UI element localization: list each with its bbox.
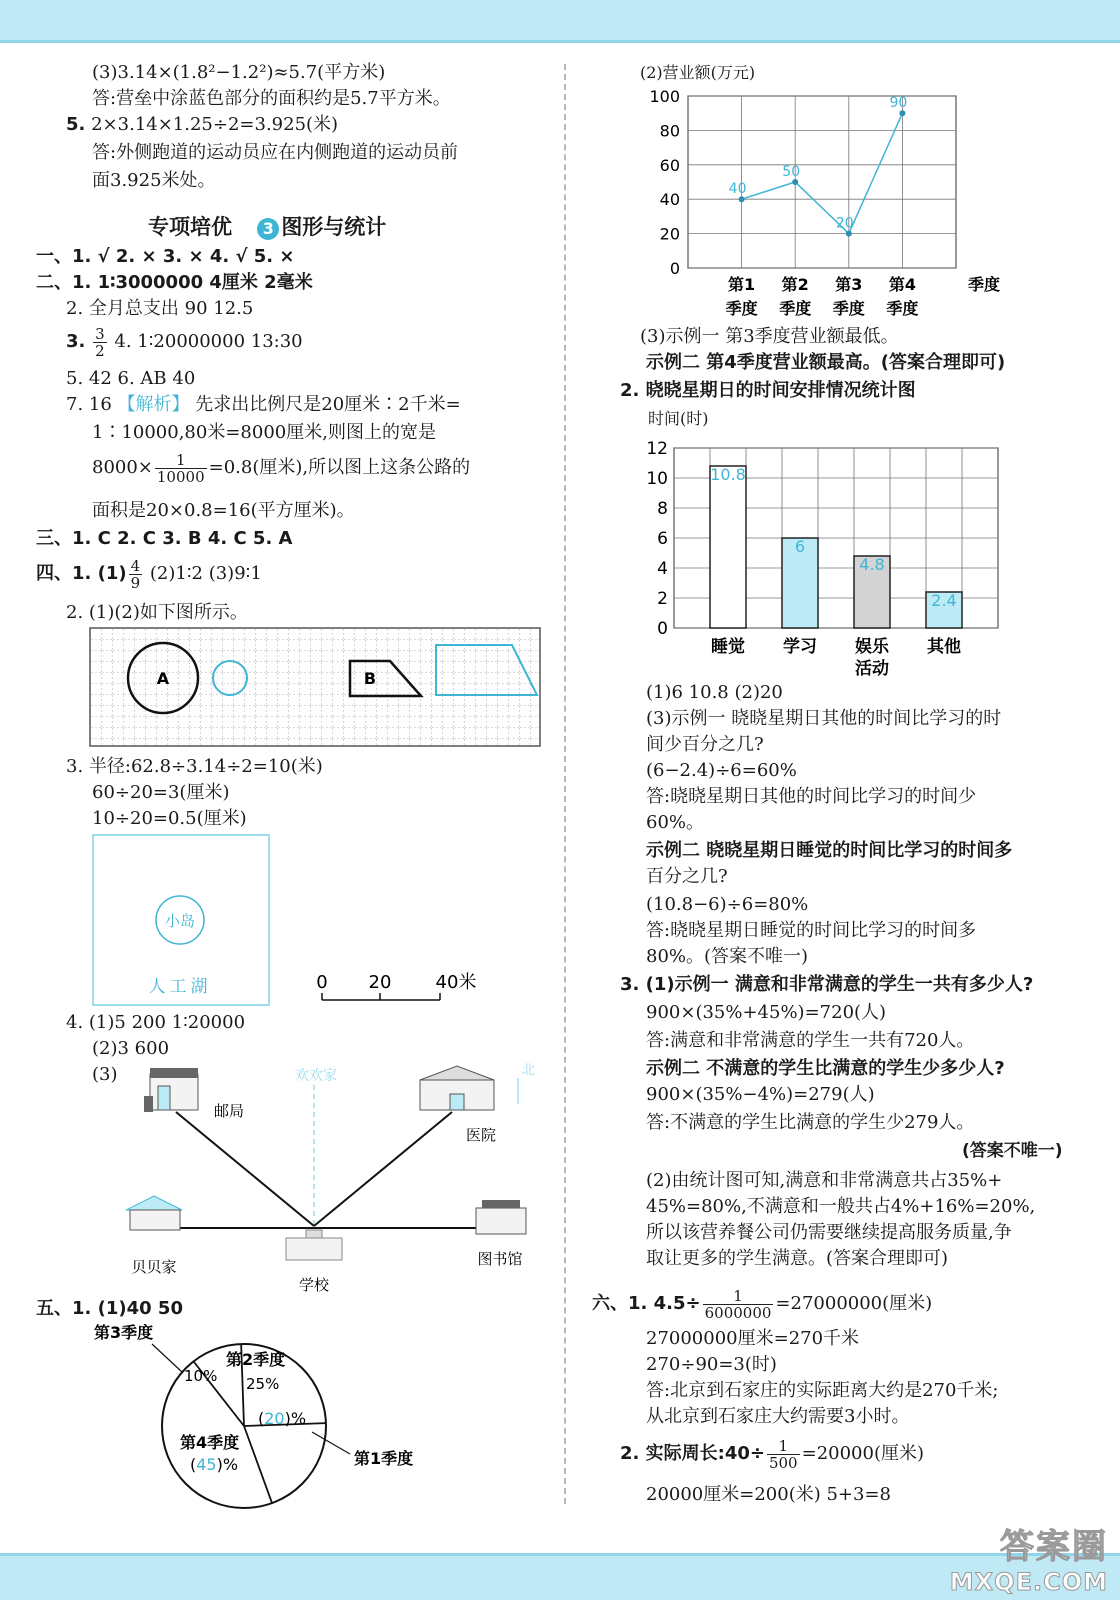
scale-bar <box>304 972 484 1008</box>
text-segment: =27000000(厘米) <box>775 1293 933 1314</box>
answer-line <box>592 1284 932 1324</box>
text-line: 45%=80%,不满意和一般共占4%+16%=20%, <box>646 1196 1036 1217</box>
text-line: 从北京到石家庄大约需要3小时。 <box>646 1406 910 1427</box>
y-tick-label: 4 <box>657 559 668 579</box>
library-icon <box>476 1200 526 1234</box>
heading-number-badge: 3 <box>257 218 279 240</box>
text-line: 所以该营养餐公司仍需要继续提高服务质量,争 <box>646 1222 1012 1243</box>
shape-label-b: B <box>363 669 377 688</box>
answer-line: 示例二 第4季度营业额最高。(答案合理即可) <box>646 352 1006 373</box>
lake-label: 人工湖 <box>148 977 212 997</box>
text-segment: 4. 1∶20000000 13:30 <box>114 331 303 352</box>
y-tick-label: 80 <box>659 121 680 141</box>
lake-figure <box>92 834 272 1006</box>
pie-leader-line <box>152 1344 182 1372</box>
x-tick-label: 睡觉 <box>711 637 745 657</box>
route-line-hospital <box>314 1112 452 1226</box>
answer-line: 3. (1)示例一 满意和非常满意的学生一共有多少人? <box>620 974 1034 995</box>
text-line: 面积是20×0.8=16(平方厘米)。 <box>92 500 355 521</box>
text-line: 答:晓晓星期日睡觉的时间比学习的时间多 <box>646 920 977 941</box>
post-office-icon <box>144 1068 198 1112</box>
grid-figure <box>90 628 542 748</box>
fraction-numerator: 1 <box>703 1288 774 1305</box>
bar-chart-bars <box>710 465 962 628</box>
text-line: 百分之几? <box>646 866 728 887</box>
answer-line <box>620 1434 924 1474</box>
pie-value-q4 <box>190 1455 238 1474</box>
text-segment: 8000× <box>92 457 153 478</box>
map-label-huanhuan: 欢欢家 <box>295 1068 337 1084</box>
y-tick-label: 8 <box>657 499 668 519</box>
y-tick-label: 12 <box>646 439 668 459</box>
fraction <box>129 558 143 591</box>
answer-line: (3)示例一 晓晓星期日其他的时间比学习的时 <box>646 708 1002 729</box>
x-tick-label: 第4 <box>888 275 916 294</box>
x-tick-label: 其他 <box>927 637 961 657</box>
analysis-tag: 【解析】 <box>117 394 190 415</box>
x-tick-label: 季度 <box>886 299 919 318</box>
text-line: 270÷90=3(时) <box>646 1354 777 1375</box>
text-line: 10÷20=0.5(厘米) <box>92 808 247 829</box>
north-label: 北 <box>522 1063 536 1078</box>
fraction <box>155 452 207 485</box>
answer-line: (3)示例一 第3季度营业额最低。 <box>640 326 899 347</box>
top-decor-band <box>0 0 1120 43</box>
question-number: 5. <box>66 114 86 135</box>
answer-line: (1)6 10.8 (2)20 <box>646 682 783 703</box>
text-line: 答:营垒中涂蓝色部分的面积约是5.7平方米。 <box>92 88 451 109</box>
text-line: 900×(35%+45%)=720(人) <box>646 1002 887 1023</box>
text-line: 示例二 不满意的学生比满意的学生少多少人? <box>646 1058 1005 1079</box>
text-line: 80%。(答案不唯一) <box>646 946 809 967</box>
data-label: 40 <box>728 181 747 198</box>
text-line: 答:不满意的学生比满意的学生少279人。 <box>646 1112 975 1133</box>
answer-line: 2. (1)(2)如下图所示。 <box>66 602 248 623</box>
text-line: (6−2.4)÷6=60% <box>646 760 797 781</box>
answer-line: 2. 全月总支出 90 12.5 <box>66 298 254 319</box>
text-line: 答:晓晓星期日其他的时间比学习的时间少 <box>646 786 977 807</box>
chart-ylabel: 时间(时) <box>648 409 709 428</box>
text-line: (3) <box>92 1064 118 1085</box>
y-tick-label: 0 <box>669 259 680 278</box>
line-chart <box>640 84 1000 334</box>
text-line: (10.8−6)÷6=80% <box>646 894 809 915</box>
bar-value-label: 6 <box>794 537 806 556</box>
x-tick-label: 娱乐 <box>855 637 889 657</box>
answer-line: 5. 42 6. AB 40 <box>66 368 196 389</box>
map-label-school: 学校 <box>298 1276 330 1294</box>
text-segment: =20000(厘米) <box>801 1443 924 1464</box>
pie-value-bracket: )% <box>284 1409 307 1428</box>
fraction-numerator: 3 <box>95 324 105 343</box>
text-line: 27000000厘米=270千米 <box>646 1328 860 1349</box>
column-divider <box>564 64 566 1504</box>
answer-line: 4. (1)5 200 1∶20000 <box>66 1012 246 1033</box>
chart-caption: (2)营业额(万元) <box>640 63 756 82</box>
data-label: 90 <box>889 95 908 112</box>
answer-line: 一、1. √ 2. × 3. × 4. √ 5. × <box>36 246 295 267</box>
text-line: 60%。 <box>646 812 705 833</box>
y-tick-label: 10 <box>646 469 668 489</box>
bar-value-label: 2.4 <box>931 591 957 610</box>
line-series <box>742 113 903 233</box>
text-line: 1∶10000,80米=8000厘米,则图上的宽是 <box>92 422 436 443</box>
data-label: 50 <box>782 164 801 180</box>
x-tick-label: 第1 <box>728 275 756 294</box>
fraction-denominator: 6000000 <box>704 1303 772 1322</box>
house-icon <box>126 1196 182 1230</box>
bar-chart <box>640 436 1010 679</box>
text-line: 取让更多的学生满意。(答案合理即可) <box>646 1248 949 1269</box>
pie-value-bracket: ( <box>190 1455 197 1474</box>
text-segment: 2. 实际周长:40÷ <box>620 1443 765 1464</box>
x-axis-unit: 季度 <box>968 275 1001 294</box>
map-label-beibei: 贝贝家 <box>131 1258 177 1276</box>
fraction-numerator: 1 <box>155 452 207 469</box>
section-heading <box>148 214 386 240</box>
text-line: (2)由统计图可知,满意和非常满意共占35%+ <box>646 1170 1003 1191</box>
text-line: 900×(35%−4%)=279(人) <box>646 1084 875 1105</box>
route-line-post <box>176 1112 314 1226</box>
pie-value-q1 <box>258 1409 306 1428</box>
line-chart-y-ticks <box>649 87 680 278</box>
hospital-icon <box>420 1066 494 1110</box>
question-number: 3. <box>66 331 86 352</box>
answer-line: 五、1. (1)40 50 <box>36 1298 183 1319</box>
text-line <box>92 448 470 488</box>
text-segment: 7. 16 <box>66 394 112 415</box>
text-segment: 六、1. 4.5÷ <box>592 1293 701 1314</box>
answer-line <box>66 394 461 416</box>
x-tick-label: 季度 <box>779 299 812 318</box>
text-line: 答:北京到石家庄的实际距离大约是270千米; <box>646 1380 999 1401</box>
pie-label-q4: 第4季度 <box>180 1433 240 1452</box>
x-tick-label: 季度 <box>725 299 758 318</box>
x-tick-label: 第2 <box>781 275 809 294</box>
text-segment: =0.8(厘米),所以图上这条公路的 <box>208 457 471 478</box>
text-line: 20000厘米=200(米) 5+3=8 <box>646 1484 891 1505</box>
text-segment: 四、1. (1) <box>36 563 127 584</box>
fraction-denominator: 10000 <box>156 467 205 486</box>
answer-line <box>66 322 303 362</box>
pie-value-number: 45 <box>196 1455 217 1474</box>
scale-tick-label: 0 <box>316 972 328 993</box>
x-tick-label: 季度 <box>832 299 865 318</box>
scale-tick-label: 20 <box>368 972 392 993</box>
fraction <box>703 1288 774 1321</box>
fraction-numerator: 1 <box>767 1438 800 1455</box>
watermark-logo <box>950 1519 1108 1596</box>
island-label: 小岛 <box>164 912 196 930</box>
map-label-hospital: 医院 <box>466 1126 497 1144</box>
watermark-text: 答案圈 <box>1000 1527 1108 1567</box>
y-tick-label: 60 <box>659 155 680 175</box>
bar-chart-x-labels <box>711 636 961 679</box>
fraction <box>767 1438 800 1471</box>
y-tick-label: 40 <box>659 190 680 210</box>
pie-value-number: 20 <box>264 1409 285 1428</box>
y-tick-label: 100 <box>649 87 680 106</box>
bar-value-label: 4.8 <box>859 555 885 574</box>
scale-tick-label: 40米 <box>435 972 477 993</box>
heading-text: 图形与统计 <box>281 215 387 239</box>
line-chart-points <box>729 95 908 236</box>
pie-value-bracket: ( <box>258 1409 265 1428</box>
pie-label-q2: 第2季度 <box>226 1350 286 1369</box>
heading-text: 专项培优 <box>148 215 232 239</box>
route-map <box>120 1058 560 1298</box>
shape-label-a: A <box>156 669 170 688</box>
text-line: 2×3.14×1.25÷2=3.925(米) <box>91 114 339 135</box>
pie-value-bracket: )% <box>216 1455 239 1474</box>
text-line: 示例二 晓晓星期日睡觉的时间比学习的时间多 <box>646 840 1013 861</box>
text-segment: (2)1∶2 (3)9∶1 <box>149 563 262 584</box>
text-line: (3)3.14×(1.8²−1.2²)≈5.7(平方米) <box>92 62 386 83</box>
data-label: 20 <box>835 215 854 232</box>
fraction-numerator: 4 <box>130 556 141 575</box>
fraction-denominator: 500 <box>768 1453 798 1472</box>
map-label-post: 邮局 <box>214 1102 245 1120</box>
pie-value-q3: 10% <box>184 1367 218 1385</box>
fraction <box>93 326 107 359</box>
text-segment: 先求出比例尺是20厘米∶2千米= <box>195 394 461 415</box>
answer-line: 二、1. 1∶3000000 4厘米 2毫米 <box>36 272 313 293</box>
y-tick-label: 0 <box>657 619 668 639</box>
text-line: (答案不唯一) <box>962 1141 1063 1161</box>
chart-title: 2. 晓晓星期日的时间安排情况统计图 <box>620 380 916 401</box>
fraction-denominator: 2 <box>95 341 105 360</box>
text-line: 答:满意和非常满意的学生一共有720人。 <box>646 1030 975 1051</box>
answer-line <box>36 554 262 594</box>
y-tick-label: 20 <box>659 224 680 244</box>
x-tick-label: 学习 <box>783 637 817 657</box>
question-5 <box>66 114 338 136</box>
watermark-text: MXQE.COM <box>949 1568 1108 1596</box>
bar <box>710 466 746 628</box>
text-line: (2)3 600 <box>92 1038 170 1059</box>
fraction-denominator: 9 <box>130 573 141 592</box>
pie-label-q1: 第1季度 <box>354 1449 414 1468</box>
y-tick-label: 6 <box>657 529 668 549</box>
text-line: 60÷20=3(厘米) <box>92 782 230 803</box>
map-label-library: 图书馆 <box>477 1250 523 1268</box>
x-tick-label: 活动 <box>855 659 889 679</box>
pie-value-q2: 25% <box>246 1375 280 1393</box>
text-line: 面3.925米处。 <box>92 170 216 191</box>
line-chart-x-labels <box>726 275 1000 318</box>
answer-line: 3. 半径:62.8÷3.14÷2=10(米) <box>66 756 323 777</box>
bar-value-label: 10.8 <box>710 465 746 484</box>
school-icon <box>286 1230 342 1260</box>
pie-label-q3: 第3季度 <box>94 1323 154 1342</box>
text-line: 间少百分之几? <box>646 734 764 755</box>
x-tick-label: 第3 <box>835 275 863 294</box>
text-line: 答:外侧跑道的运动员应在内侧跑道的运动员前 <box>92 142 459 163</box>
answer-line: 三、1. C 2. C 3. B 4. C 5. A <box>36 528 293 549</box>
bar-chart-y-ticks <box>646 439 668 639</box>
pie-chart <box>80 1320 460 1510</box>
y-tick-label: 2 <box>657 589 668 609</box>
